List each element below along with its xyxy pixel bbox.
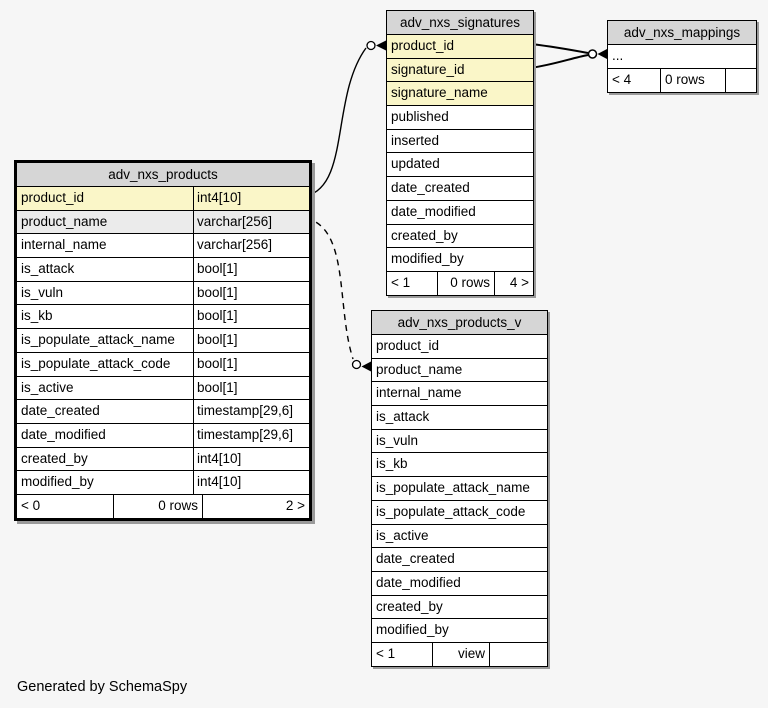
footer-children — [489, 643, 547, 666]
table-title[interactable]: adv_nxs_products_v — [372, 311, 547, 334]
table-row[interactable] — [372, 405, 547, 429]
table-row[interactable] — [372, 500, 547, 524]
column-name: is_attack — [21, 261, 75, 277]
table-row[interactable] — [17, 376, 309, 400]
column-name: is_vuln — [21, 284, 64, 300]
column-type: timestamp[29,6] — [193, 400, 309, 423]
column-name: signature_id — [391, 61, 465, 77]
footer-parents: < 1 — [376, 645, 396, 661]
column-name: is_populate_attack_code — [376, 503, 526, 519]
column-name: date_modified — [376, 574, 461, 590]
column-name: internal_name — [21, 237, 107, 253]
table-row[interactable] — [17, 423, 309, 447]
column-name: product_name — [21, 213, 108, 229]
table-row[interactable] — [17, 399, 309, 423]
table-row[interactable] — [17, 257, 309, 281]
table-adv_nxs_mappings[interactable] — [607, 20, 757, 93]
column-type: bool[1] — [193, 377, 309, 400]
footer-rowcount: 0 rows — [660, 69, 725, 92]
column-name: published — [391, 109, 449, 125]
table-rows — [387, 34, 533, 271]
footer-parents: < 1 — [391, 274, 411, 290]
column-name: product_name — [376, 361, 463, 377]
table-row[interactable] — [372, 334, 547, 358]
table-row[interactable] — [372, 524, 547, 548]
table-footer — [372, 642, 547, 666]
table-title[interactable]: adv_nxs_signatures — [387, 11, 533, 34]
footer-children — [725, 69, 756, 92]
table-footer — [608, 68, 756, 92]
table-row[interactable] — [387, 58, 533, 82]
table-row[interactable] — [17, 186, 309, 210]
column-name: is_active — [376, 527, 429, 543]
column-type: int4[10] — [193, 187, 309, 210]
table-row[interactable] — [387, 176, 533, 200]
table-row[interactable] — [372, 595, 547, 619]
column-type: bool[1] — [193, 282, 309, 305]
column-type: timestamp[29,6] — [193, 424, 309, 447]
column-name: updated — [391, 156, 440, 172]
column-name: date_created — [21, 403, 100, 419]
table-row[interactable] — [17, 352, 309, 376]
table-row[interactable] — [387, 224, 533, 248]
table-rows — [372, 334, 547, 642]
column-type: bool[1] — [193, 353, 309, 376]
column-name: product_id — [391, 38, 455, 53]
table-row[interactable] — [387, 34, 533, 58]
column-type: bool[1] — [193, 329, 309, 352]
column-name: product_id — [376, 338, 440, 353]
table-row[interactable] — [387, 152, 533, 176]
table-adv_nxs_products[interactable] — [14, 160, 312, 521]
column-name: is_active — [21, 379, 74, 395]
table-row[interactable] — [17, 470, 309, 494]
generated-by-note: Generated by SchemaSpy — [17, 679, 188, 695]
table-row[interactable] — [387, 129, 533, 153]
fk-connector-signatures-mappings — [531, 44, 607, 68]
column-type: varchar[256] — [193, 211, 309, 234]
column-name: created_by — [376, 598, 443, 614]
table-adv_nxs_products_v[interactable] — [371, 310, 548, 667]
column-name: date_modified — [391, 203, 476, 219]
table-title[interactable]: adv_nxs_products — [17, 163, 309, 186]
table-row[interactable] — [17, 328, 309, 352]
table-footer — [387, 271, 533, 295]
column-name: signature_name — [391, 85, 488, 101]
table-row[interactable] — [608, 44, 756, 68]
table-row[interactable] — [372, 429, 547, 453]
table-row[interactable] — [372, 547, 547, 571]
table-rows — [17, 186, 309, 494]
table-row[interactable] — [387, 81, 533, 105]
column-type: varchar[256] — [193, 234, 309, 257]
column-type: int4[10] — [193, 471, 309, 494]
table-footer — [17, 494, 309, 518]
footer-rowcount: 0 rows — [113, 495, 202, 518]
column-name: modified_by — [21, 474, 94, 490]
table-row[interactable] — [372, 358, 547, 382]
footer-rowcount: view — [432, 643, 489, 666]
column-name: is_populate_attack_name — [376, 480, 530, 496]
table-row[interactable] — [372, 381, 547, 405]
column-name: modified_by — [376, 622, 449, 638]
table-row[interactable] — [387, 105, 533, 129]
table-rows — [608, 44, 756, 68]
table-row[interactable] — [372, 618, 547, 642]
fk-connector-products-signatures — [306, 41, 386, 197]
column-name: inserted — [391, 132, 440, 148]
table-row[interactable] — [372, 571, 547, 595]
column-name: created_by — [391, 227, 458, 243]
column-name: is_populate_attack_name — [21, 332, 175, 348]
column-name: date_created — [391, 180, 470, 196]
column-name: is_attack — [376, 409, 430, 425]
footer-children: 4 > — [494, 272, 533, 295]
column-name: is_populate_attack_code — [21, 355, 171, 371]
table-row[interactable] — [387, 200, 533, 224]
column-name: date_created — [376, 551, 455, 567]
table-row[interactable] — [17, 210, 309, 234]
table-row[interactable] — [17, 281, 309, 305]
column-type: bool[1] — [193, 305, 309, 328]
column-name: product_id — [21, 190, 85, 205]
column-type: bool[1] — [193, 258, 309, 281]
table-row[interactable] — [17, 233, 309, 257]
column-name: ... — [612, 48, 624, 63]
table-row[interactable] — [372, 476, 547, 500]
table-row[interactable] — [372, 452, 547, 476]
column-name: date_modified — [21, 426, 106, 442]
footer-rowcount: 0 rows — [437, 272, 494, 295]
column-name: is_vuln — [376, 432, 419, 448]
table-title[interactable]: adv_nxs_mappings — [608, 21, 756, 44]
column-name: modified_by — [391, 251, 464, 267]
footer-parents: < 4 — [612, 71, 632, 87]
footer-parents: < 0 — [21, 497, 41, 513]
column-name: internal_name — [376, 385, 462, 401]
table-adv_nxs_signatures[interactable] — [386, 10, 534, 296]
column-name: is_kb — [21, 308, 53, 324]
footer-children: 2 > — [202, 495, 309, 518]
table-row[interactable] — [17, 304, 309, 328]
table-row[interactable] — [387, 247, 533, 271]
column-name: is_kb — [376, 456, 408, 472]
implied-connector-products-productsv — [306, 218, 371, 372]
column-name: created_by — [21, 450, 88, 466]
table-row[interactable] — [17, 447, 309, 471]
column-type: int4[10] — [193, 448, 309, 471]
